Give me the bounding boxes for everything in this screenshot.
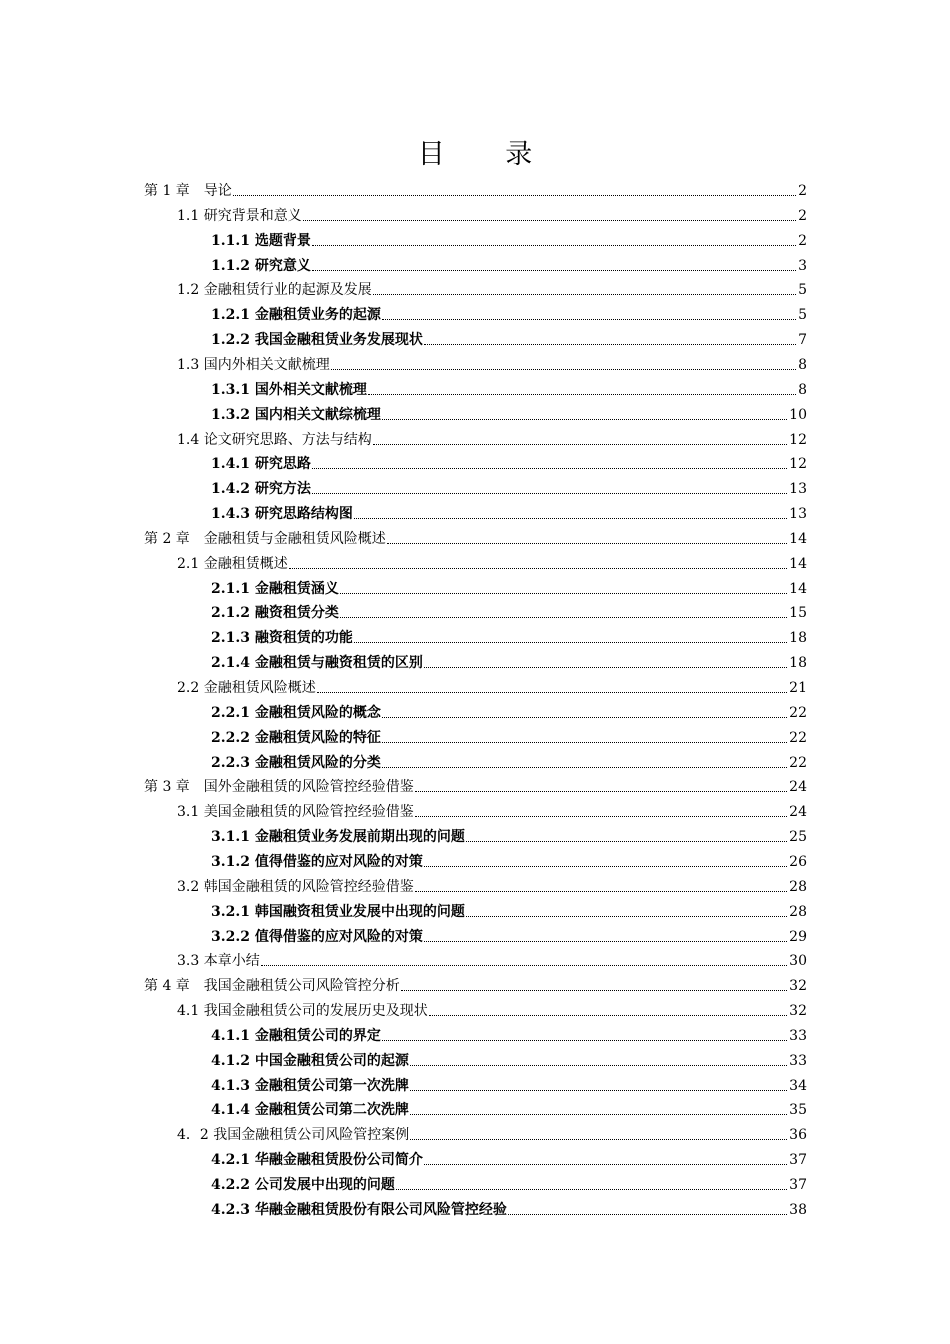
dot-leader — [466, 916, 787, 917]
toc-entry-level-3[interactable] — [211, 324, 807, 349]
toc-entry-level-3[interactable] — [211, 1070, 807, 1095]
toc-entry-label: 4.1.4 金融租赁公司第二次洗牌 — [211, 1102, 409, 1119]
dot-leader — [410, 1065, 787, 1066]
toc-entry-label: 1.2.2 我国金融租赁业务发展现状 — [211, 332, 423, 349]
dot-leader — [312, 270, 796, 271]
toc-entry-level-3[interactable] — [211, 573, 807, 598]
toc-entry-label: 1.3 国内外相关文献梳理 — [177, 356, 330, 373]
dot-leader — [415, 891, 787, 892]
dot-leader — [424, 866, 787, 867]
toc-entry-level-3[interactable] — [211, 597, 807, 622]
toc-entry-label: 2.1.2 融资租赁分类 — [211, 605, 339, 622]
dot-leader — [410, 1114, 787, 1115]
toc-entry-level-3[interactable] — [211, 1194, 807, 1219]
toc-entry-level-1[interactable] — [144, 175, 807, 200]
toc-entry-page-number: 7 — [798, 332, 807, 349]
toc-entry-page-number: 5 — [798, 282, 807, 299]
toc-entry-label: 2.2.1 金融租赁风险的概念 — [211, 704, 381, 721]
toc-entry-label: 1.4.2 研究方法 — [211, 481, 311, 498]
toc-entry-label: 3.2.2 值得借鉴的应对风险的对策 — [211, 928, 423, 945]
toc-entry-page-number: 24 — [789, 804, 807, 821]
dot-leader — [424, 344, 796, 345]
toc-entry-page-number: 8 — [798, 381, 807, 398]
dot-leader — [424, 941, 787, 942]
dot-leader — [424, 1164, 787, 1165]
toc-entry-label: 第 1 章 导论 — [144, 183, 232, 199]
toc-entry-level-3[interactable] — [211, 374, 807, 399]
toc-entry-label: 1.4.3 研究思路结构图 — [211, 506, 353, 523]
toc-entry-page-number: 22 — [789, 729, 807, 746]
dot-leader — [382, 419, 787, 420]
toc-entry-level-1[interactable] — [144, 523, 807, 548]
toc-entry-level-1[interactable] — [144, 970, 807, 995]
toc-entry-page-number: 36 — [789, 1127, 807, 1144]
dot-leader — [382, 1040, 787, 1041]
toc-entry-level-3[interactable] — [211, 722, 807, 747]
toc-entry-page-number: 8 — [798, 356, 807, 373]
toc-entry-label: 第 4 章 我国金融租赁公司风险管控分析 — [144, 978, 400, 995]
toc-entry-level-3[interactable] — [211, 299, 807, 324]
toc-entry-label: 4.2.2 公司发展中出现的问题 — [211, 1177, 395, 1193]
dot-leader — [340, 617, 787, 618]
toc-entry-level-3[interactable] — [211, 225, 807, 250]
toc-entry-level-3[interactable] — [211, 921, 807, 946]
dot-leader — [289, 568, 787, 569]
toc-entry-label: 4.2.3 华融金融租赁股份有限公司风险管控经验 — [211, 1201, 507, 1218]
toc-entry-page-number: 5 — [798, 307, 807, 324]
toc-entry-label: 1.4.1 研究思路 — [211, 456, 311, 473]
toc-entry-label: 4．2 我国金融租赁公司风险管控案例 — [177, 1127, 410, 1144]
toc-entry-level-3[interactable] — [211, 399, 807, 424]
toc-entry-level-1[interactable] — [144, 771, 807, 796]
toc-entry-level-3[interactable] — [211, 1169, 807, 1194]
toc-entry-label: 1.3.1 国外相关文献梳理 — [211, 381, 367, 398]
toc-entry-level-3[interactable] — [211, 622, 807, 647]
dot-leader — [382, 767, 787, 768]
toc-entry-level-3[interactable] — [211, 1045, 807, 1070]
toc-entry-label: 3.1 美国金融租赁的风险管控经验借鉴 — [177, 804, 414, 821]
toc-entry-label: 2.1 金融租赁概述 — [177, 555, 288, 572]
toc-entry-label: 3.1.1 金融租赁业务发展前期出现的问题 — [211, 829, 465, 846]
toc-entry-label: 1.2 金融租赁行业的起源及发展 — [177, 282, 372, 299]
toc-entry-label: 1.1.2 研究意义 — [211, 257, 311, 274]
dot-leader — [331, 369, 796, 370]
dot-leader — [382, 717, 787, 718]
dot-leader — [354, 642, 787, 643]
dot-leader — [508, 1214, 787, 1215]
toc-entry-level-3[interactable] — [211, 250, 807, 275]
toc-entry-page-number: 32 — [789, 978, 807, 995]
toc-entry-page-number: 37 — [789, 1152, 807, 1169]
toc-entry-level-3[interactable] — [211, 1020, 807, 1045]
toc-entry-page-number: 12 — [789, 431, 807, 448]
toc-entry-level-3[interactable] — [211, 896, 807, 921]
toc-entry-label: 2.1.1 金融租赁涵义 — [211, 580, 339, 597]
toc-entry-page-number: 10 — [789, 406, 807, 423]
toc-entry-label: 4.1 我国金融租赁公司的发展历史及现状 — [177, 1003, 428, 1020]
toc-entry-page-number: 22 — [789, 704, 807, 721]
toc-entry-label: 2.1.3 融资租赁的功能 — [211, 630, 353, 647]
toc-entry-page-number: 12 — [789, 456, 807, 473]
toc-entry-page-number: 2 — [798, 207, 807, 224]
toc-entry-page-number: 28 — [789, 903, 807, 920]
toc-entry-label: 1.1.1 选题背景 — [211, 232, 311, 249]
toc-entry-label: 4.1.2 中国金融租赁公司的起源 — [211, 1052, 409, 1069]
toc-entry-page-number: 28 — [789, 878, 807, 895]
toc-entry-page-number: 14 — [789, 530, 807, 547]
toc-entry-page-number: 33 — [789, 1052, 807, 1069]
toc-entry-page-number: 14 — [789, 580, 807, 597]
toc-entry-label: 2.2.2 金融租赁风险的特征 — [211, 729, 381, 746]
toc-entry-level-2[interactable] — [177, 548, 807, 573]
dot-leader — [429, 1015, 787, 1016]
toc-entry-level-2[interactable] — [177, 672, 807, 697]
dot-leader — [312, 245, 796, 246]
dot-leader — [354, 518, 787, 519]
toc-entry-page-number: 33 — [789, 1027, 807, 1044]
toc-entry-page-number: 26 — [789, 853, 807, 870]
dot-leader — [387, 543, 787, 544]
toc-entry-page-number: 37 — [789, 1177, 807, 1193]
toc-entry-page-number: 15 — [789, 605, 807, 622]
dot-leader — [303, 220, 796, 221]
toc-entry-level-3[interactable] — [211, 1144, 807, 1169]
toc-entry-label: 1.3.2 国内相关文献综梳理 — [211, 406, 381, 423]
toc-entry-level-2[interactable] — [177, 796, 807, 821]
toc-entry-label: 3.3 本章小结 — [177, 953, 260, 970]
toc-entry-level-2[interactable] — [177, 945, 807, 970]
dot-leader — [401, 990, 787, 991]
toc-entry-label: 4.2.1 华融金融租赁股份公司简介 — [211, 1152, 423, 1169]
toc-entry-page-number: 13 — [789, 481, 807, 498]
dot-leader — [382, 319, 796, 320]
toc-entry-label: 2.1.4 金融租赁与融资租赁的区别 — [211, 655, 423, 672]
toc-entry-page-number: 34 — [789, 1077, 807, 1094]
dot-leader — [466, 841, 787, 842]
dot-leader — [410, 1139, 787, 1140]
toc-entry-page-number: 22 — [789, 754, 807, 771]
toc-entry-label: 1.2.1 金融租赁业务的起源 — [211, 307, 381, 324]
toc-entry-level-3[interactable] — [211, 448, 807, 473]
toc-title: 目 录 — [417, 139, 559, 170]
toc-entry-page-number: 32 — [789, 1003, 807, 1020]
dot-leader — [340, 593, 787, 594]
toc-entry-label: 1.4 论文研究思路、方法与结构 — [177, 431, 372, 448]
dot-leader — [312, 468, 787, 469]
toc-entry-level-3[interactable] — [211, 473, 807, 498]
dot-leader — [233, 195, 796, 196]
dot-leader — [415, 791, 787, 792]
toc-entry-page-number: 21 — [789, 680, 807, 696]
toc-entry-page-number: 24 — [789, 779, 807, 796]
toc-entry-page-number: 29 — [789, 928, 807, 945]
toc-entry-level-2[interactable] — [177, 995, 807, 1020]
toc-entry-page-number: 2 — [798, 232, 807, 249]
toc-entry-label: 4.1.1 金融租赁公司的界定 — [211, 1027, 381, 1044]
dot-leader — [424, 667, 787, 668]
toc-entry-level-3[interactable] — [211, 498, 807, 523]
toc-entry-label: 第 3 章 国外金融租赁的风险管控经验借鉴 — [144, 779, 414, 796]
toc-entry-label: 2.2 金融租赁风险概述 — [177, 680, 316, 696]
toc-entry-label: 3.2 韩国金融租赁的风险管控经验借鉴 — [177, 878, 414, 895]
toc-entry-label: 4.1.3 金融租赁公司第一次洗牌 — [211, 1077, 409, 1094]
toc-entry-page-number: 18 — [789, 655, 807, 672]
dot-leader — [317, 692, 787, 693]
toc-entry-level-2[interactable] — [177, 871, 807, 896]
toc-entry-page-number: 38 — [789, 1201, 807, 1218]
toc-entry-page-number: 3 — [798, 257, 807, 274]
toc-entry-level-2[interactable] — [177, 274, 807, 299]
toc-entry-level-2[interactable] — [177, 200, 807, 225]
dot-leader — [312, 493, 787, 494]
toc-entry-level-3[interactable] — [211, 846, 807, 871]
toc-entry-page-number: 30 — [789, 953, 807, 970]
toc-entry-level-3[interactable] — [211, 697, 807, 722]
toc-entry-page-number: 13 — [789, 506, 807, 523]
toc-entry-level-3[interactable] — [211, 647, 807, 672]
dot-leader — [368, 394, 796, 395]
toc-entry-level-2[interactable] — [177, 1119, 807, 1144]
toc-entry-page-number: 18 — [789, 630, 807, 647]
toc-entry-level-3[interactable] — [211, 747, 807, 772]
toc-entry-level-2[interactable] — [177, 349, 807, 374]
toc-entry-page-number: 14 — [789, 555, 807, 572]
toc-entry-label: 3.2.1 韩国融资租赁业发展中出现的问题 — [211, 903, 465, 920]
toc-entry-level-2[interactable] — [177, 424, 807, 449]
toc-entry-level-3[interactable] — [211, 821, 807, 846]
toc-entry-label: 2.2.3 金融租赁风险的分类 — [211, 754, 381, 771]
dot-leader — [382, 742, 787, 743]
toc-entry-level-3[interactable] — [211, 1094, 807, 1119]
dot-leader — [373, 294, 796, 295]
toc-entry-label: 第 2 章 金融租赁与金融租赁风险概述 — [144, 530, 386, 547]
dot-leader — [396, 1189, 787, 1190]
toc-entry-page-number: 2 — [798, 183, 807, 199]
dot-leader — [415, 816, 787, 817]
toc-entry-label: 1.1 研究背景和意义 — [177, 207, 302, 224]
toc-entry-page-number: 35 — [789, 1102, 807, 1119]
toc-entry-page-number: 25 — [789, 829, 807, 846]
dot-leader — [261, 965, 787, 966]
toc-entry-label: 3.1.2 值得借鉴的应对风险的对策 — [211, 853, 423, 870]
dot-leader — [373, 444, 787, 445]
dot-leader — [410, 1090, 787, 1091]
